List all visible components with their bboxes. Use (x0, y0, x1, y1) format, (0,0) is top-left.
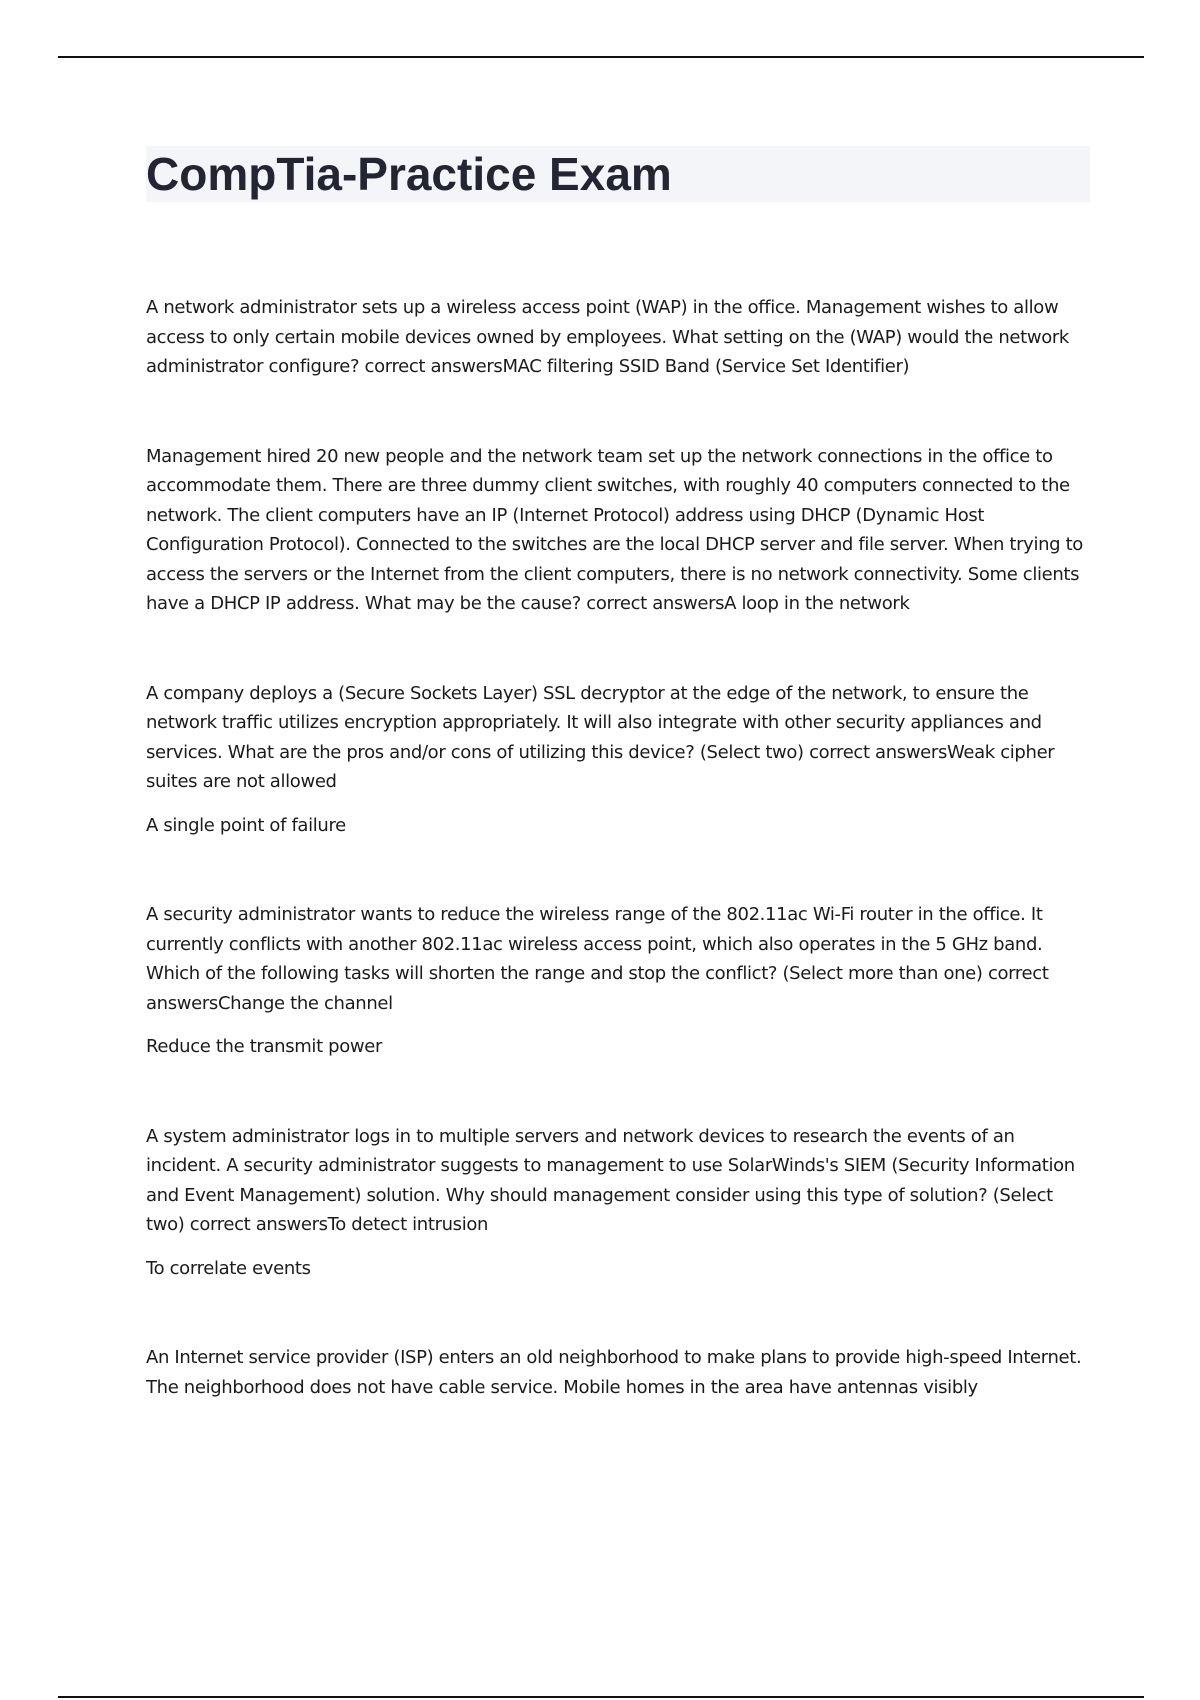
question-text: A network administrator sets up a wireless access point (WAP) in the office. Management wishes to allow access to only certain mobile devices owned by employees. What setting on the (WAP) would the network administrator configure? correct answersMAC filtering SSID Band (Service Set Identifier) (146, 297, 1069, 377)
question-text: A security administrator wants to reduce the wireless range of the 802.11ac Wi-Fi router in the office. It currently conflicts with another 802.11ac wireless access point, which also operates in the 5 GHz band. Which of the following tasks will shorten the range and stop the conflict? (Select more than one) correct answersChange the channel (146, 904, 1049, 1014)
question-text: A system administrator logs in to multiple servers and network devices to research the events of an incident. A security administrator suggests to management to use SolarWinds's SIEM (Security Information and Event Management) solution. Why should management consider using this type of solution? (Select two) correct answersTo detect intrusion (146, 1125, 1075, 1235)
question-block-2 (146, 442, 1092, 619)
additional-answer: A single point of failure (146, 814, 346, 836)
question-block-5 (146, 1122, 1092, 1284)
document-body (146, 293, 1092, 1462)
question-block-4 (146, 900, 1092, 1062)
header-rule (58, 56, 1144, 58)
document-title: CompTia-Practice Exam (146, 148, 672, 200)
question-text: Management hired 20 new people and the network team set up the network connections in the office to accommodate them. There are three dummy client switches, with roughly 40 computers connected to the network. The client computers have an IP (Internet Protocol) address using DHCP (Dynamic Host Configuration Protocol). Connected to the switches are the local DHCP server and file server. When trying to access the servers or the Internet from the client computers, there is no network connectivity. Some clients have a DHCP IP address. What may be the cause? correct answersA loop in the network (146, 445, 1083, 614)
question-block-1 (146, 293, 1092, 382)
additional-answer: Reduce the transmit power (146, 1036, 383, 1057)
question-text: A company deploys a (Secure Sockets Layer) SSL decryptor at the edge of the network, to ensure the network traffic utilizes encryption appropriately. It will also integrate with other security appliances and services. What are the pros and/or cons of utilizing this device? (Select two) correct answersWeak cipher suites are not allowed (146, 682, 1055, 792)
question-block-3 (146, 679, 1092, 841)
question-text: An Internet service provider (ISP) enters an old neighborhood to make plans to provide high-speed Internet. The neighborhood does not have cable service. Mobile homes in the area have antennas visibly (146, 1347, 1082, 1398)
additional-answer: To correlate events (146, 1257, 311, 1279)
question-block-6 (146, 1343, 1092, 1402)
footer-rule (58, 1696, 1144, 1698)
